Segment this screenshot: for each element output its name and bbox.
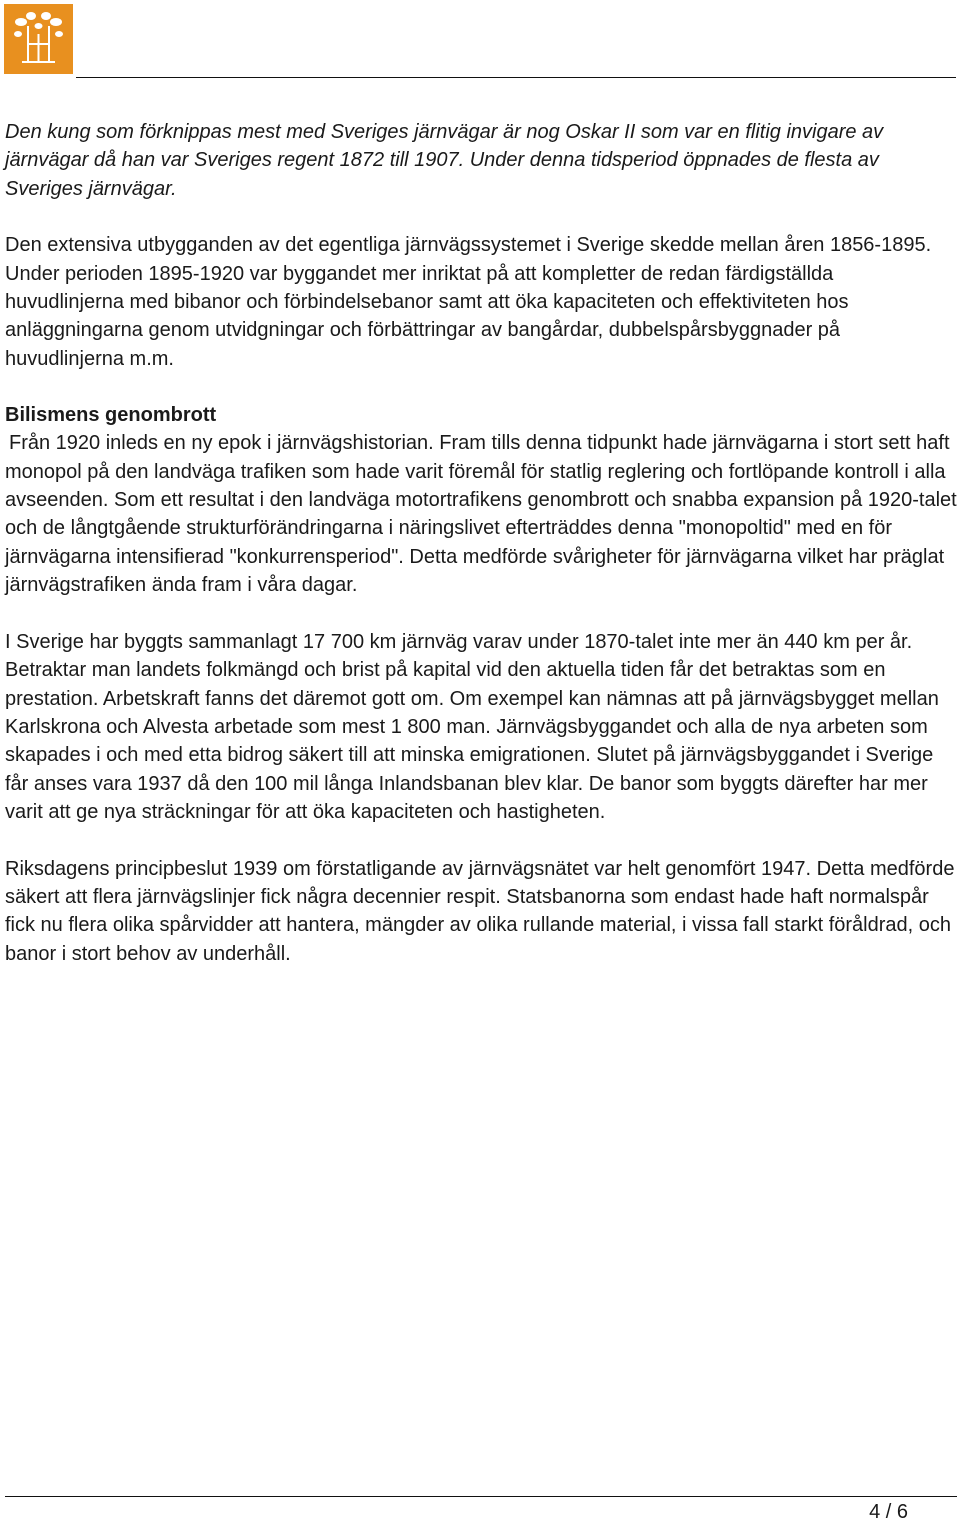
paragraph-2-lead: Från 1920 inleds en ny epok i järnvägshistorian.: [9, 432, 434, 455]
page-number: 4 / 6: [869, 1501, 908, 1523]
paragraph-2-rest: Fram tills denna tidpunkt hade järnvägarna i stort sett haft monopol på den landväga trafiken som hade varit föremål för statlig reglering och fortlöpande kontroll i alla avseenden. Som ett resultat i den landväga motortrafikens genombrott och snabba expansion på 1920-talet och de långtgående strukturförändringarna i näringslivet efterträddes denna "monopoltid" med en för järnvägarna intensifierad "konkurrensperiod". Detta medförde svårigheter för järnvägarna vilket har präglat järnvägstrafiken ända fram i våra dagar.: [5, 432, 957, 597]
paragraph-1: Den extensiva utbygganden av det egentliga järnvägssystemet i Sverige skedde mellan åren 1856-1895. Under perioden 1895-1920 var byggandet mer inriktat på att kompletter de redan färdigställda huvudlinjerna med bibanor och förbindelsebanor samt att öka kapaciteten och effektiviteten hos anläggningarna genom utvidgningar och förbättringar av bangårdar, dubbelspårsbyggnader på huvudlinjerna m.m.: [5, 234, 932, 370]
tree-emblem-icon: [4, 4, 73, 74]
header-divider: [76, 77, 956, 78]
paragraph-3: I Sverige har byggts sammanlagt 17 700 km järnväg varav under 1870-talet inte mer än 440 km per år. Betraktar man landets folkmängd och brist på kapital vid den aktuella tiden får det betraktas som en prestation. Arbetskraft fanns det däremot gott om. Om exempel kan nämnas att på järnvägsbygget mellan Karlskrona och Alvesta arbetade som mest 1 800 man. Järnvägsbyggandet och alla de nya arbeten som skapades i och med etta bidrog säkert till att minska emigrationen. Slutet på järnvägsbyggandet i Sverige får anses vara 1937 då den 100 mil långa Inlandsbanan blev klar. De banor som byggts därefter har mer varit att ge nya sträckningar för att öka kapaciteten och hastigheten.: [5, 630, 939, 824]
intro-paragraph: Den kung som förknippas mest med Sveriges järnvägar är nog Oskar II som var en flitig invigare av järnvägar då han var Sveriges regent 1872 till 1907. Under denna tidsperiod öppnades de flesta av Sveriges järnvägar.: [5, 121, 884, 200]
footer-divider: [5, 1496, 957, 1497]
paragraph-2: [5, 429, 957, 599]
page-header: [0, 0, 960, 80]
logo: [4, 4, 73, 74]
section-heading: Bilismens genombrott: [5, 404, 217, 427]
article-body: [5, 118, 957, 968]
paragraph-4: Riksdagens principbeslut 1939 om förstatligande av järnvägsnätet var helt genomfört 1947. Detta medförde säkert att flera järnvägslinjer fick några decennier respit. Statsbanorna som endast hade haft normalspår fick nu flera olika spårvidder att hantera, mängder av olika rullande material, i vissa fall starkt föråldrad, och banor i stort behov av underhåll.: [5, 857, 955, 965]
